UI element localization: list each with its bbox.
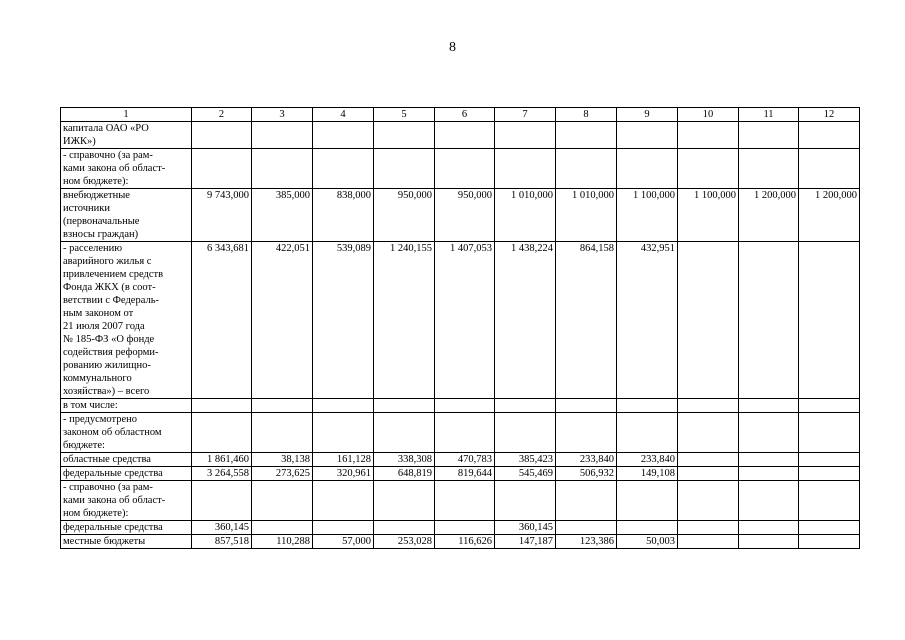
value-cell	[435, 122, 495, 149]
row-label-cell	[61, 189, 192, 242]
value-cell	[739, 535, 799, 549]
row-label-cell	[61, 399, 192, 413]
row-label-cell	[61, 535, 192, 549]
value-cell: 506,932	[556, 467, 617, 481]
value-cell	[799, 521, 860, 535]
value-cell	[617, 481, 678, 521]
value-cell	[374, 399, 435, 413]
column-header-3: 3	[252, 108, 313, 122]
value-cell	[678, 149, 739, 189]
value-cell	[252, 481, 313, 521]
table-row	[61, 149, 860, 189]
value-cell	[556, 413, 617, 453]
value-cell	[617, 521, 678, 535]
value-cell: 50,003	[617, 535, 678, 549]
row-label: внебюджетные источники (первоначальные взносы граждан)	[63, 190, 140, 240]
value-cell: 360,145	[495, 521, 556, 535]
value-cell: 338,308	[374, 453, 435, 467]
value-cell: 123,386	[556, 535, 617, 549]
value-cell	[435, 521, 495, 535]
value-cell: 838,000	[313, 189, 374, 242]
value-cell: 110,288	[252, 535, 313, 549]
row-label: областные средства	[63, 454, 151, 465]
value-cell	[739, 453, 799, 467]
table-header-row	[61, 108, 860, 122]
value-cell	[678, 467, 739, 481]
column-header-6: 6	[435, 108, 495, 122]
value-cell	[678, 399, 739, 413]
value-cell	[192, 413, 252, 453]
value-cell: 6 343,681	[192, 242, 252, 399]
row-label: - справочно (за рам- ками закона об област- ном бюджете):	[63, 482, 166, 519]
table-row	[61, 399, 860, 413]
value-cell: 1 100,000	[617, 189, 678, 242]
value-cell: 950,000	[374, 189, 435, 242]
value-cell: 432,951	[617, 242, 678, 399]
value-cell	[617, 413, 678, 453]
row-label-cell	[61, 481, 192, 521]
value-cell	[799, 242, 860, 399]
value-cell: 1 407,053	[435, 242, 495, 399]
value-cell: 320,961	[313, 467, 374, 481]
table-row	[61, 122, 860, 149]
value-cell	[374, 122, 435, 149]
value-cell: 950,000	[435, 189, 495, 242]
value-cell	[556, 399, 617, 413]
row-label: капитала ОАО «РО ИЖК»)	[63, 123, 149, 147]
value-cell: 161,128	[313, 453, 374, 467]
row-label-cell	[61, 467, 192, 481]
column-header-2: 2	[192, 108, 252, 122]
value-cell: 857,518	[192, 535, 252, 549]
column-header-12: 12	[799, 108, 860, 122]
row-label-cell	[61, 413, 192, 453]
value-cell	[495, 481, 556, 521]
value-cell: 1 240,155	[374, 242, 435, 399]
value-cell	[678, 521, 739, 535]
value-cell: 819,644	[435, 467, 495, 481]
value-cell	[556, 149, 617, 189]
value-cell	[739, 149, 799, 189]
value-cell	[374, 413, 435, 453]
value-cell: 3 264,558	[192, 467, 252, 481]
row-label: - расселению аварийного жилья с привлечением средств Фонда ЖКХ (в соот- ветствии с Федераль- ным законом от 21 июля 2007 года № 185-ФЗ «О фонде содействия реформи- рованию жилищно- коммунального хозяйства») – всего	[63, 243, 164, 397]
value-cell: 385,000	[252, 189, 313, 242]
value-cell	[739, 481, 799, 521]
value-cell: 470,783	[435, 453, 495, 467]
column-header-7: 7	[495, 108, 556, 122]
value-cell	[192, 122, 252, 149]
value-cell	[313, 399, 374, 413]
value-cell	[435, 399, 495, 413]
table-row	[61, 521, 860, 535]
value-cell: 648,819	[374, 467, 435, 481]
value-cell: 545,469	[495, 467, 556, 481]
column-header-5: 5	[374, 108, 435, 122]
row-label: федеральные средства	[63, 468, 163, 479]
value-cell: 233,840	[556, 453, 617, 467]
row-label: в том числе:	[63, 400, 118, 411]
column-header-11: 11	[739, 108, 799, 122]
value-cell	[678, 535, 739, 549]
value-cell	[374, 149, 435, 189]
value-cell	[678, 481, 739, 521]
value-cell	[617, 149, 678, 189]
value-cell: 149,108	[617, 467, 678, 481]
value-cell	[799, 149, 860, 189]
value-cell: 1 010,000	[495, 189, 556, 242]
table-row	[61, 481, 860, 521]
value-cell	[435, 149, 495, 189]
value-cell: 1 438,224	[495, 242, 556, 399]
value-cell	[252, 399, 313, 413]
column-header-9: 9	[617, 108, 678, 122]
value-cell	[192, 481, 252, 521]
value-cell	[435, 413, 495, 453]
value-cell: 1 861,460	[192, 453, 252, 467]
column-header-8: 8	[556, 108, 617, 122]
value-cell: 1 100,000	[678, 189, 739, 242]
value-cell: 864,158	[556, 242, 617, 399]
row-label-cell	[61, 521, 192, 535]
value-cell: 9 743,000	[192, 189, 252, 242]
row-label: местные бюджеты	[63, 536, 146, 547]
value-cell	[739, 467, 799, 481]
value-cell	[799, 535, 860, 549]
value-cell	[799, 413, 860, 453]
value-cell: 273,625	[252, 467, 313, 481]
value-cell	[617, 399, 678, 413]
value-cell	[374, 481, 435, 521]
value-cell: 1 200,000	[739, 189, 799, 242]
value-cell: 233,840	[617, 453, 678, 467]
column-header-4: 4	[313, 108, 374, 122]
value-cell	[556, 122, 617, 149]
value-cell	[313, 122, 374, 149]
value-cell: 38,138	[252, 453, 313, 467]
value-cell	[739, 399, 799, 413]
value-cell	[313, 521, 374, 535]
value-cell	[495, 122, 556, 149]
value-cell: 147,187	[495, 535, 556, 549]
table-row	[61, 535, 860, 549]
page-number: 8	[449, 40, 456, 55]
value-cell	[678, 413, 739, 453]
value-cell	[799, 122, 860, 149]
row-label-cell	[61, 453, 192, 467]
row-label-cell	[61, 242, 192, 399]
value-cell	[617, 122, 678, 149]
row-label: федеральные средства	[63, 522, 163, 533]
row-label: - предусмотрено законом об областном бюджете:	[63, 414, 162, 451]
table-row	[61, 413, 860, 453]
value-cell	[678, 453, 739, 467]
table-row	[61, 189, 860, 242]
budget-table	[60, 107, 860, 549]
value-cell	[495, 149, 556, 189]
value-cell	[556, 521, 617, 535]
value-cell	[313, 481, 374, 521]
value-cell: 1 010,000	[556, 189, 617, 242]
value-cell	[799, 481, 860, 521]
value-cell	[252, 413, 313, 453]
value-cell: 385,423	[495, 453, 556, 467]
value-cell: 57,000	[313, 535, 374, 549]
value-cell	[495, 413, 556, 453]
column-header-10: 10	[678, 108, 739, 122]
value-cell	[678, 122, 739, 149]
value-cell: 422,051	[252, 242, 313, 399]
row-label-cell	[61, 122, 192, 149]
value-cell	[678, 242, 739, 399]
row-label: - справочно (за рам- ками закона об област- ном бюджете):	[63, 150, 166, 187]
value-cell	[435, 481, 495, 521]
value-cell	[252, 521, 313, 535]
row-label-cell	[61, 149, 192, 189]
value-cell	[739, 242, 799, 399]
value-cell: 1 200,000	[799, 189, 860, 242]
table-row	[61, 242, 860, 399]
value-cell: 116,626	[435, 535, 495, 549]
value-cell	[556, 481, 617, 521]
value-cell	[192, 149, 252, 189]
value-cell	[799, 467, 860, 481]
value-cell: 360,145	[192, 521, 252, 535]
value-cell	[252, 122, 313, 149]
value-cell	[192, 399, 252, 413]
value-cell: 539,089	[313, 242, 374, 399]
value-cell	[739, 413, 799, 453]
value-cell	[799, 453, 860, 467]
value-cell	[374, 521, 435, 535]
value-cell	[739, 521, 799, 535]
value-cell: 253,028	[374, 535, 435, 549]
value-cell	[799, 399, 860, 413]
table-row	[61, 467, 860, 481]
value-cell	[739, 122, 799, 149]
value-cell	[495, 399, 556, 413]
column-header-1: 1	[61, 108, 192, 122]
value-cell	[252, 149, 313, 189]
value-cell	[313, 413, 374, 453]
table-row	[61, 453, 860, 467]
value-cell	[313, 149, 374, 189]
